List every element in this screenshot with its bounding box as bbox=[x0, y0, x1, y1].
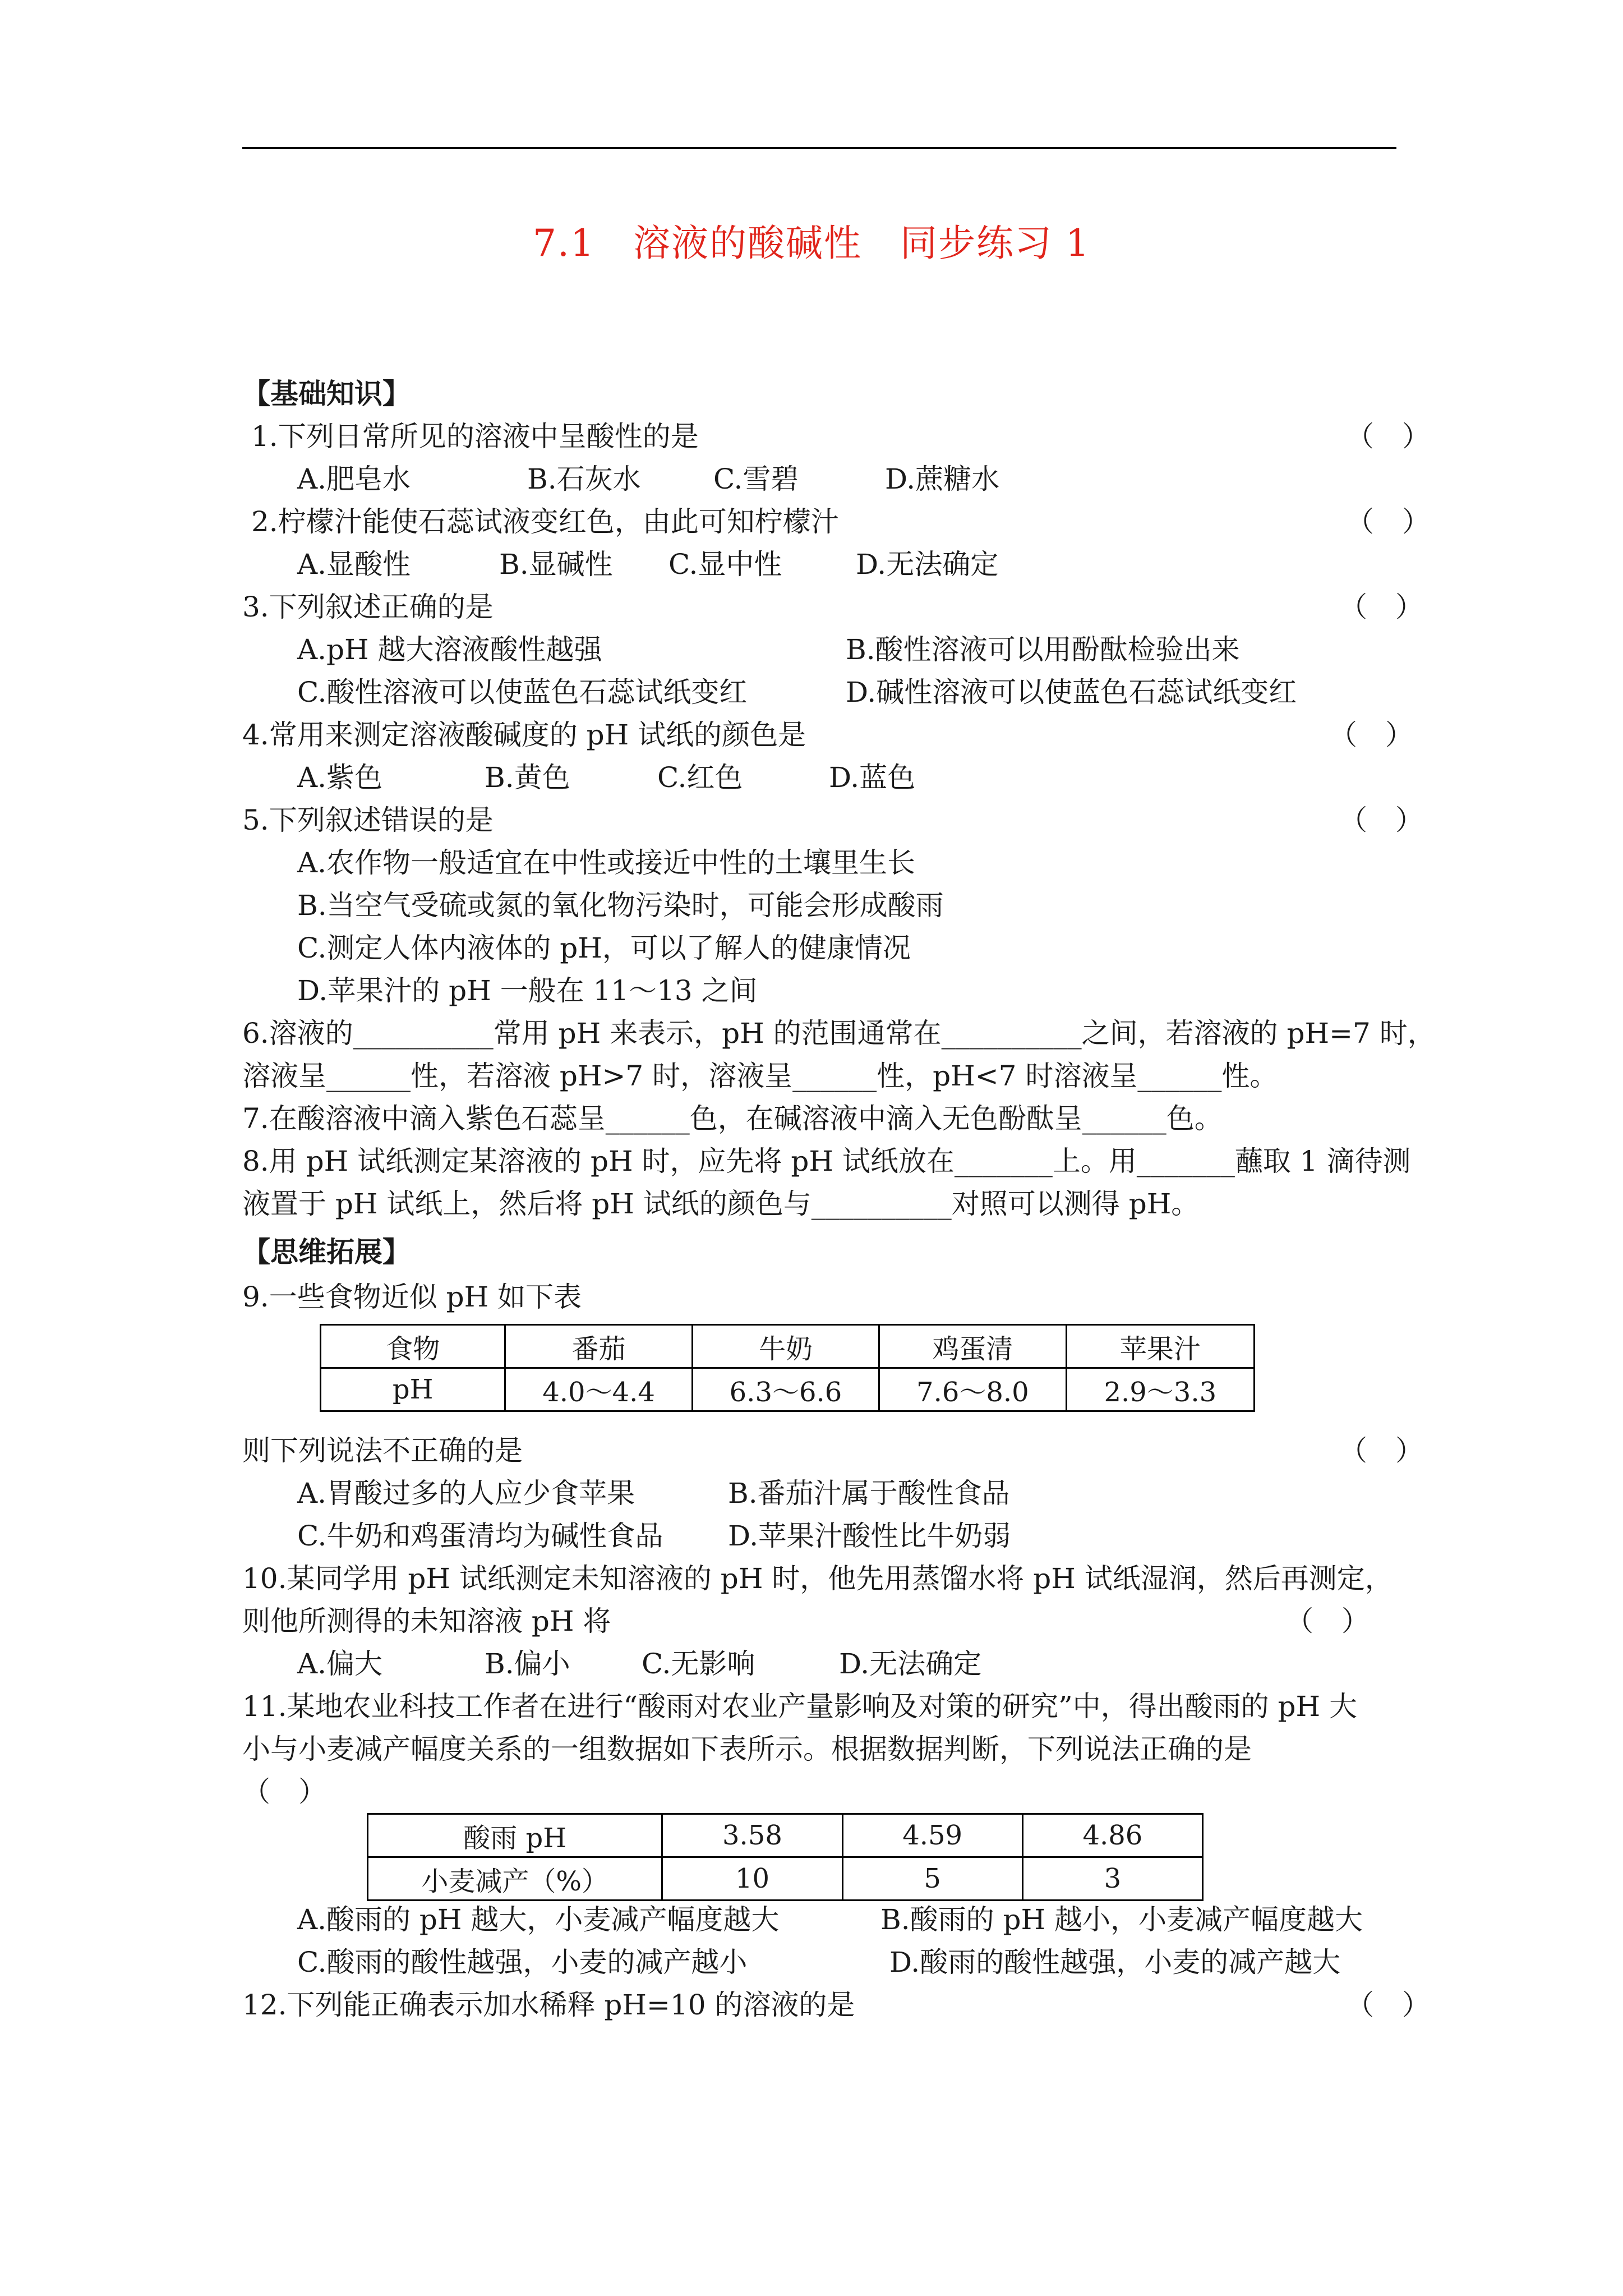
option: A.胃酸过多的人应少食苹果 bbox=[297, 1477, 635, 1510]
table-cell: 2.9～3.3 bbox=[1066, 1368, 1254, 1411]
option: B.当空气受硫或氮的氧化物污染时，可能会形成酸雨 bbox=[297, 889, 944, 922]
option: D.苹果汁酸性比牛奶弱 bbox=[728, 1520, 1011, 1552]
question-6-line-2: 溶液呈______性，若溶液 pH>7 时，溶液呈______性，pH<7 时溶液呈______性。 bbox=[242, 1060, 1278, 1092]
option: C.酸性溶液可以使蓝色石蕊试纸变红 bbox=[297, 676, 748, 708]
question-7: 7.在酸溶液中滴入紫色石蕊呈______色，在碱溶液中滴入无色酚酞呈______色。 bbox=[242, 1102, 1223, 1135]
option: D.酸雨的酸性越强，小麦的减产越大 bbox=[889, 1946, 1341, 1978]
answer-paren: （ ） bbox=[1346, 420, 1430, 453]
question-9: 9.一些食物近似 pH 如下表 bbox=[242, 1281, 582, 1313]
table-cell: 3.58 bbox=[662, 1814, 842, 1857]
question-8-line-2: 液置于 pH 试纸上，然后将 pH 试纸的颜色与__________对照可以测得 pH。 bbox=[242, 1188, 1200, 1220]
answer-paren: （ ） bbox=[1329, 719, 1413, 751]
table-cell: 酸雨 pH bbox=[368, 1814, 662, 1857]
question-4: 4.常用来测定溶液酸碱度的 pH 试纸的颜色是 bbox=[242, 719, 806, 751]
option: C.红色 bbox=[657, 761, 743, 794]
table-cell: 4.0～4.4 bbox=[505, 1368, 692, 1411]
answer-paren: （ ） bbox=[1339, 804, 1423, 836]
header-rule bbox=[242, 147, 1396, 149]
table-cell: 10 bbox=[662, 1857, 842, 1901]
answer-paren: （ ） bbox=[1339, 1434, 1423, 1467]
option: C.无影响 bbox=[642, 1648, 755, 1680]
option: B.酸性溶液可以用酚酞检验出来 bbox=[846, 633, 1240, 666]
option: D.无法确定 bbox=[856, 548, 999, 581]
option: C.测定人体内液体的 pH，可以了解人的健康情况 bbox=[297, 932, 911, 964]
table-cell: 4.86 bbox=[1022, 1814, 1202, 1857]
table-cell: 6.3～6.6 bbox=[692, 1368, 879, 1411]
option: B.黄色 bbox=[485, 761, 570, 794]
table-cell: 小麦减产（%） bbox=[368, 1857, 662, 1901]
option: B.石灰水 bbox=[527, 463, 641, 495]
answer-paren: （ ） bbox=[242, 1775, 326, 1808]
page-title: 7.1 溶液的酸碱性 同步练习 1 bbox=[533, 222, 1090, 265]
table-cell: 食物 bbox=[321, 1325, 505, 1368]
option: D.无法确定 bbox=[839, 1648, 982, 1680]
option: D.苹果汁的 pH 一般在 11～13 之间 bbox=[297, 974, 758, 1007]
option: B.显碱性 bbox=[499, 548, 613, 581]
table-row bbox=[368, 1857, 1203, 1901]
option: A.偏大 bbox=[297, 1648, 383, 1680]
answer-paren: （ ） bbox=[1339, 591, 1423, 623]
option: A.显酸性 bbox=[297, 548, 411, 581]
option: D.蓝色 bbox=[829, 761, 916, 794]
table-cell: pH bbox=[321, 1368, 505, 1411]
table-cell: 苹果汁 bbox=[1066, 1325, 1254, 1368]
option: B.偏小 bbox=[485, 1648, 570, 1680]
question-5: 5.下列叙述错误的是 bbox=[242, 804, 494, 836]
question-12: 12.下列能正确表示加水稀释 pH=10 的溶液的是 bbox=[242, 1989, 855, 2021]
question-3: 3.下列叙述正确的是 bbox=[242, 591, 494, 623]
option: D.蔗糖水 bbox=[885, 463, 1000, 495]
section-basic-heading: 【基础知识】 bbox=[242, 377, 411, 410]
table-cell: 牛奶 bbox=[692, 1325, 879, 1368]
answer-paren: （ ） bbox=[1285, 1605, 1370, 1637]
table-cell: 5 bbox=[842, 1857, 1022, 1901]
option: A.紫色 bbox=[297, 761, 383, 794]
option: D.碱性溶液可以使蓝色石蕊试纸变红 bbox=[846, 676, 1297, 708]
option: C.酸雨的酸性越强，小麦的减产越小 bbox=[297, 1946, 748, 1978]
food-ph-table bbox=[320, 1324, 1255, 1412]
section-ext-heading: 【思维拓展】 bbox=[242, 1235, 411, 1268]
table-cell: 4.59 bbox=[842, 1814, 1022, 1857]
table-row bbox=[368, 1814, 1203, 1857]
option: B.酸雨的 pH 越小，小麦减产幅度越大 bbox=[880, 1903, 1363, 1936]
option: C.牛奶和鸡蛋清均为碱性食品 bbox=[297, 1520, 663, 1552]
table-cell: 7.6～8.0 bbox=[879, 1368, 1066, 1411]
question-10-line-1: 10.某同学用 pH 试纸测定未知溶液的 pH 时，他先用蒸馏水将 pH 试纸湿润，然后再测定， bbox=[242, 1562, 1393, 1595]
option: A.酸雨的 pH 越大，小麦减产幅度越大 bbox=[297, 1903, 780, 1936]
question-10-line-2: 则他所测得的未知溶液 pH 将 bbox=[242, 1605, 611, 1637]
answer-paren: （ ） bbox=[1346, 505, 1430, 538]
table-cell: 3 bbox=[1022, 1857, 1202, 1901]
option: A.肥皂水 bbox=[297, 463, 411, 495]
question-1: 1.下列日常所见的溶液中呈酸性的是 bbox=[251, 420, 699, 453]
question-9-stem: 则下列说法不正确的是 bbox=[242, 1434, 523, 1467]
option: C.显中性 bbox=[668, 548, 782, 581]
option: A.农作物一般适宜在中性或接近中性的土壤里生长 bbox=[297, 846, 916, 879]
acid-rain-table bbox=[367, 1813, 1204, 1901]
table-cell: 番茄 bbox=[505, 1325, 692, 1368]
option: A.pH 越大溶液酸性越强 bbox=[297, 633, 602, 666]
question-2: 2.柠檬汁能使石蕊试液变红色，由此可知柠檬汁 bbox=[251, 505, 839, 538]
question-8-line-1: 8.用 pH 试纸测定某溶液的 pH 时，应先将 pH 试纸放在_______上。用_______蘸取 1 滴待测 bbox=[242, 1145, 1411, 1177]
option: B.番茄汁属于酸性食品 bbox=[728, 1477, 1010, 1510]
table-row bbox=[321, 1325, 1255, 1368]
table-row bbox=[321, 1368, 1255, 1411]
question-11-line-1: 11.某地农业科技工作者在进行“酸雨对农业产量影响及对策的研究”中，得出酸雨的 pH 大 bbox=[242, 1690, 1358, 1723]
question-11-line-2: 小与小麦减产幅度关系的一组数据如下表所示。根据数据判断，下列说法正确的是 bbox=[242, 1733, 1252, 1765]
option: C.雪碧 bbox=[713, 463, 799, 495]
table-cell: 鸡蛋清 bbox=[879, 1325, 1066, 1368]
question-6-line-1: 6.溶液的__________常用 pH 来表示，pH 的范围通常在__________之间，若溶液的 pH=7 时， bbox=[242, 1017, 1436, 1050]
answer-paren: （ ） bbox=[1346, 1989, 1430, 2021]
